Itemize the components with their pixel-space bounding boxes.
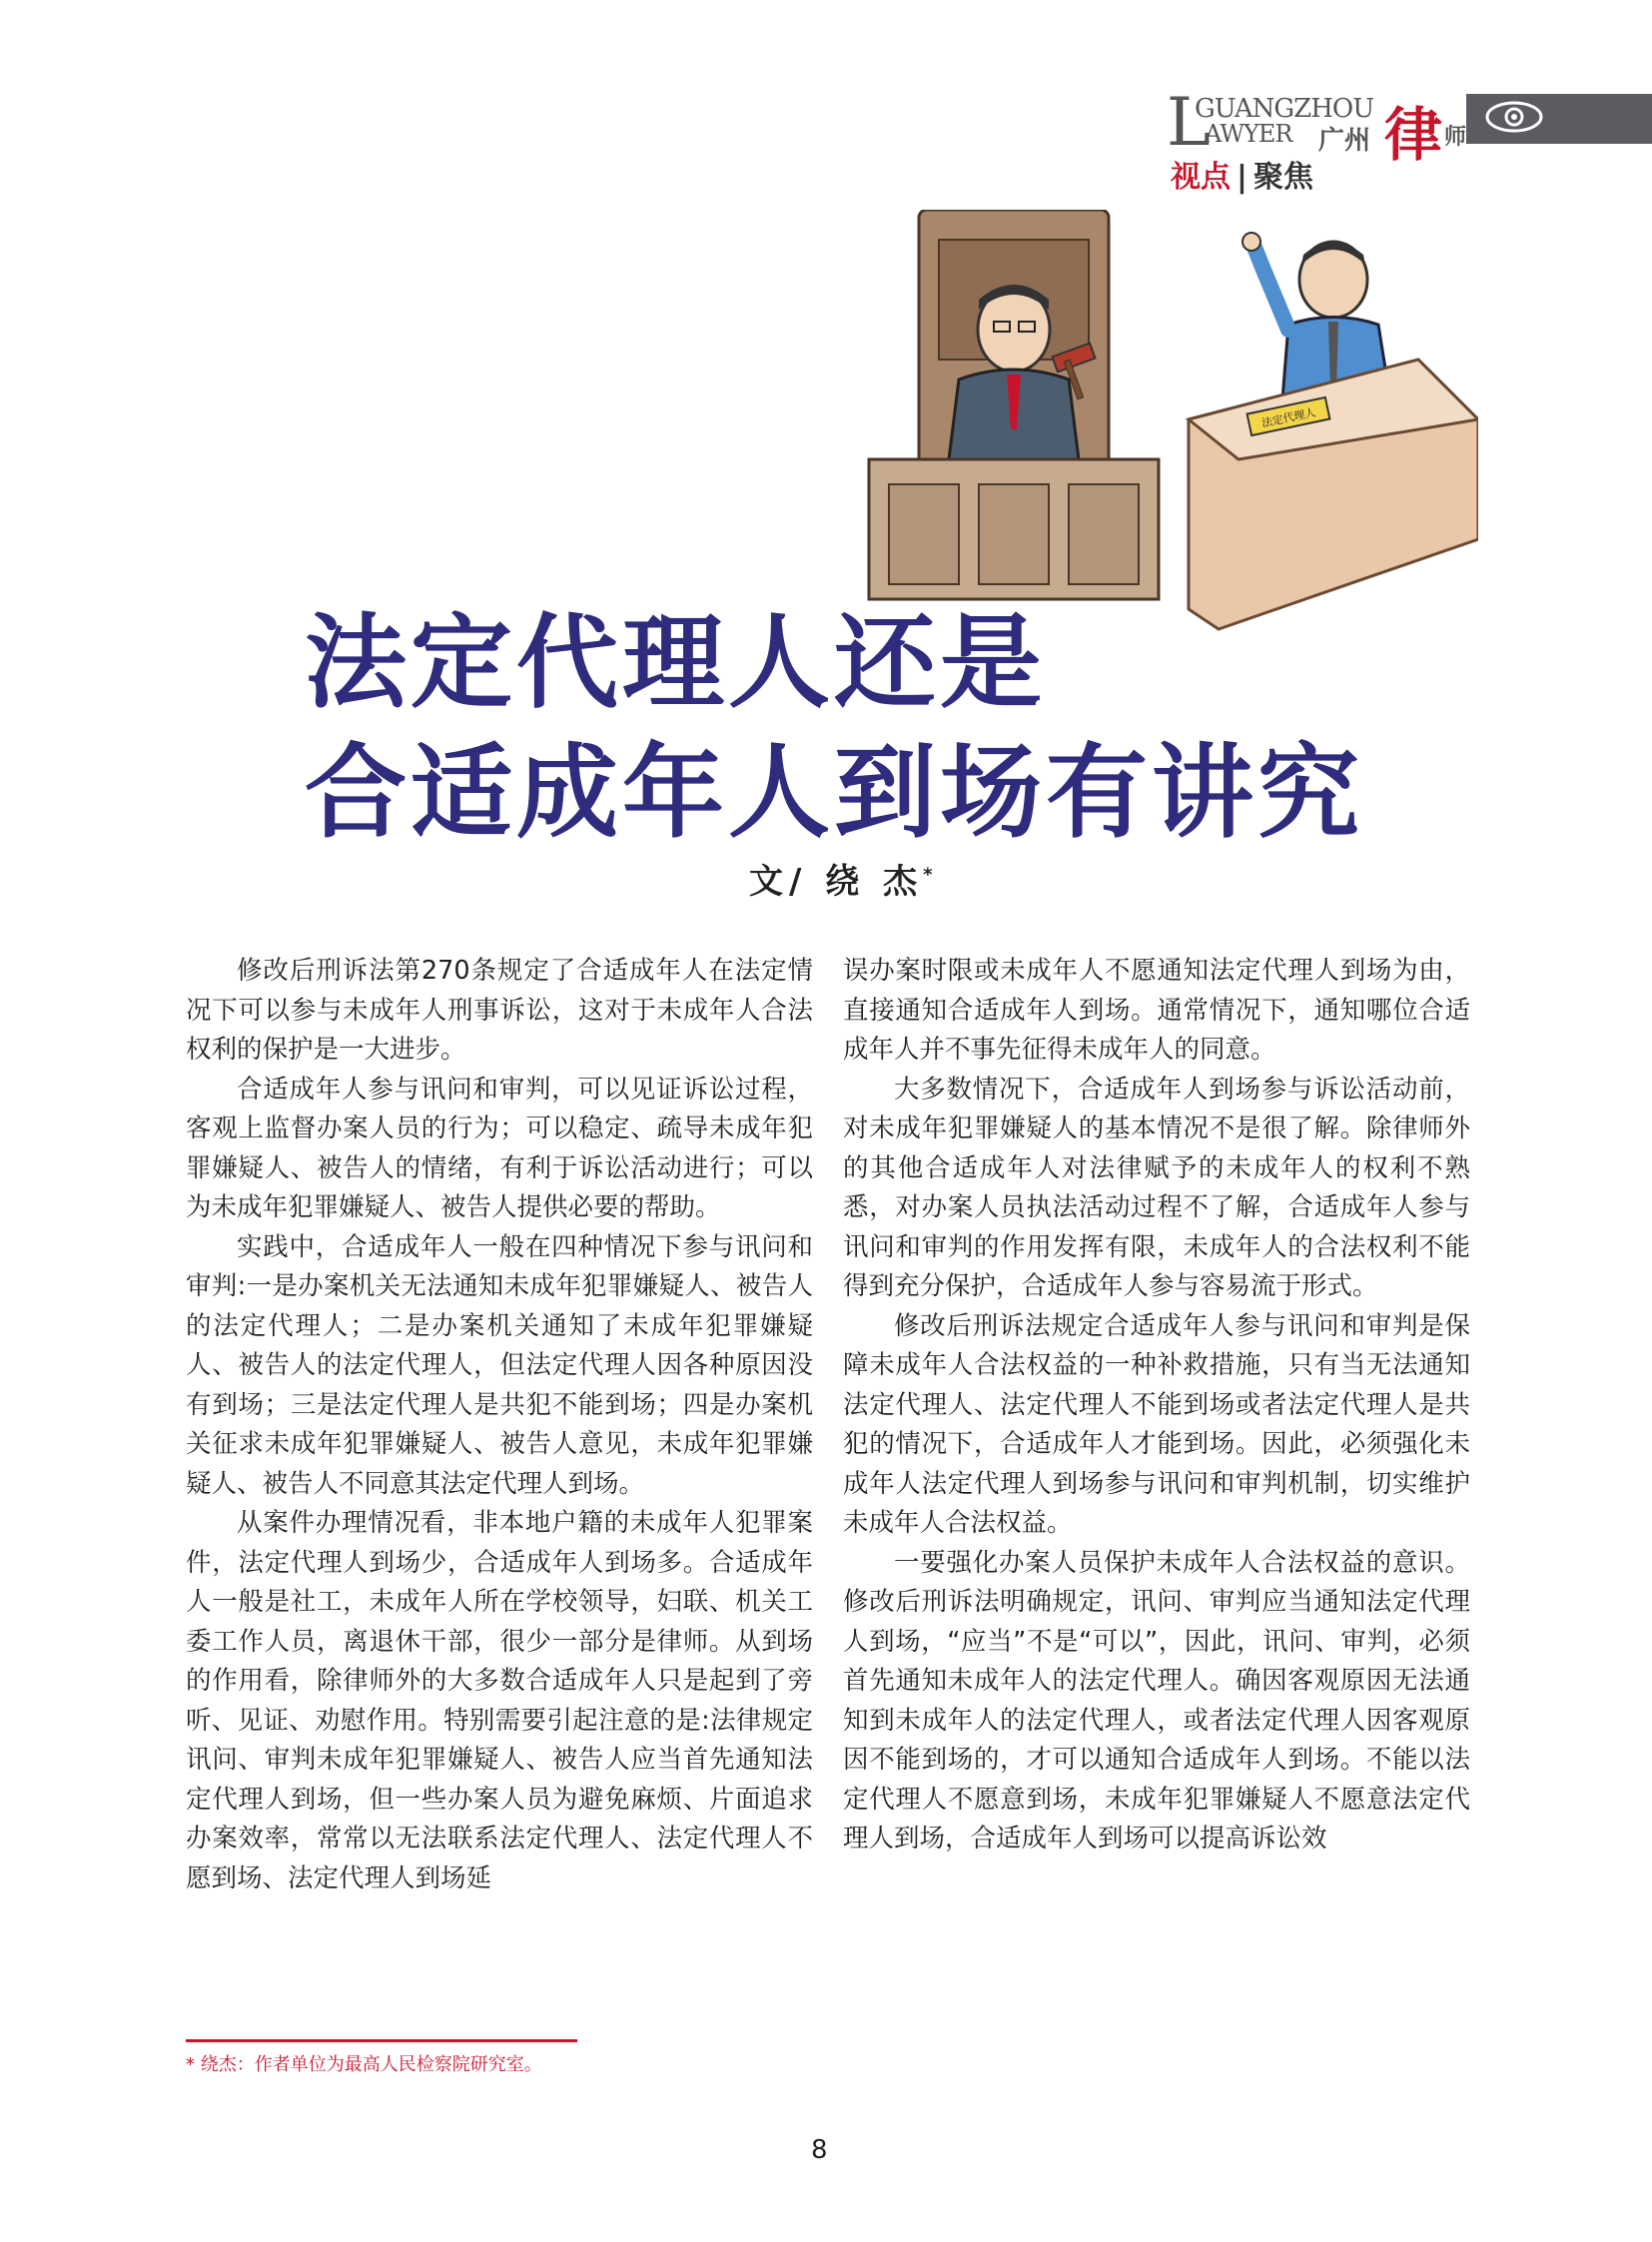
paragraph: 修改后刑诉法第270条规定了合适成年人在法定情况下可以参与未成年人刑事诉讼，这对于未成年人合法权利的保护是一大进步。 — [186, 956, 813, 1065]
paragraph: 实践中，合适成年人一般在四种情况下参与讯问和审判:一是办案机关无法通知未成年犯罪嫌疑人、被告人的法定代理人；二是办案机关通知了未成年犯罪嫌疑人、被告人的法定代理人，但法定代理人因各种原因没有到场；三是法定代理人是共犯不能到场；四是办案机关征求未成年犯罪嫌疑人、被告人意见，未成年犯罪嫌疑人、被告人不同意其法定代理人到场。 — [186, 1231, 813, 1499]
byline-footnote-mark: * — [923, 864, 939, 886]
footnote: * 绕杰：作者单位为最高人民检察院研究室。 — [186, 2054, 542, 2075]
masthead-lv-character: 律 — [1384, 101, 1443, 169]
masthead-chinese-name: 广州 — [1318, 126, 1371, 156]
paragraph: 修改后刑诉法规定合适成年人参与讯问和审判是保障未成年人合法权益的一种补救措施，只有当无法通知法定代理人、法定代理人不能到场或者法定代理人是共犯的情况下，合适成年人才能到场。因此，必须强化未成年人法定代理人到场参与讯问和审判机制，切实维护未成年人合法权益。 — [843, 1310, 1470, 1538]
footnote-rule — [186, 2039, 577, 2042]
byline-author: 文/ 绕 杰 — [749, 862, 924, 902]
paragraph: 一要强化办案人员保护未成年人合法权益的意识。修改后刑诉法明确规定，讯问、审判应当通知法定代理人到场，“应当”不是“可以”，因此，讯问、审判，必须首先通知未成年人的法定代理人。确因客观原因无法通知到未成年人的法定代理人，或者法定代理人因客观原因不能到场的，才可以通知合适成年人到场。不能以法定代理人不愿意到场，未成年犯罪嫌疑人不愿意法定代理人到场，合适成年人到场可以提高诉讼效 — [843, 1547, 1470, 1854]
masthead-english-line2: AWYER — [1205, 120, 1292, 148]
page-number: 8 — [811, 2135, 828, 2165]
paragraph: 从案件办理情况看，非本地户籍的未成年人犯罪案件，法定代理人到场少，合适成年人到场多。合适成年人一般是社工，未成年人所在学校领导，妇联、机关工委工作人员，离退休干部，很少一部分是律师。从到场的作用看，除律师外的大多数合适成年人只是起到了旁听、见证、劝慰作用。特别需要引起注意的是:法律规定讯问、审判未成年犯罪嫌疑人、被告人应当首先通知法定代理人到场，但一些办案人员为避免麻烦、片面追求办案效率，常常以无法联系法定代理人、法定代理人不愿到场、法定代理人到场延 — [186, 1508, 813, 1893]
desk-nameplate-text: 法定代理人 — [1260, 405, 1317, 430]
section-label-focus: 聚焦 — [1252, 160, 1313, 195]
article-title-line1: 法定代理人还是 — [305, 604, 1046, 723]
paragraph-continued: 误办案时限或未成年人不愿通知法定代理人到场为由，直接通知合适成年人到场。通常情况下，通知哪位合适成年人并不事先征得未成年人的同意。 — [843, 956, 1470, 1065]
body-column-left — [186, 952, 813, 1898]
masthead-english-line1: GUANGZHOU — [1195, 94, 1374, 124]
article-title-line2: 合适成年人到场有讲究 — [305, 734, 1363, 853]
paragraph: 大多数情况下，合适成年人到场参与诉讼活动前，对未成年犯罪嫌疑人的基本情况不是很了解。除律师外的其他合适成年人对法律赋予的未成年人的权利不熟悉，对办案人员执法活动过程不了解，合适成年人参与讯问和审判的作用发挥有限，未成年人的合法权利不能得到充分保护，合适成年人参与容易流于形式。 — [843, 1074, 1470, 1301]
masthead — [1167, 84, 1652, 169]
body-column-right — [843, 952, 1470, 1860]
section-separator: | — [1237, 160, 1247, 195]
paragraph: 合适成年人参与讯问和审判，可以见证诉讼过程，客观上监督办案人员的行为；可以稳定、疏导未成年犯罪嫌疑人、被告人的情绪，有利于诉讼活动进行；可以为未成年犯罪嫌疑人、被告人提供必要的帮助。 — [186, 1074, 813, 1222]
masthead-logo-letter: L — [1167, 84, 1211, 161]
section-label-viewpoint: 视点 — [1171, 160, 1231, 195]
article-title — [305, 599, 1403, 859]
eye-icon — [1484, 100, 1544, 134]
masthead-shi-character: 师 — [1444, 125, 1467, 150]
section-label — [1171, 152, 1313, 196]
byline — [749, 854, 939, 903]
